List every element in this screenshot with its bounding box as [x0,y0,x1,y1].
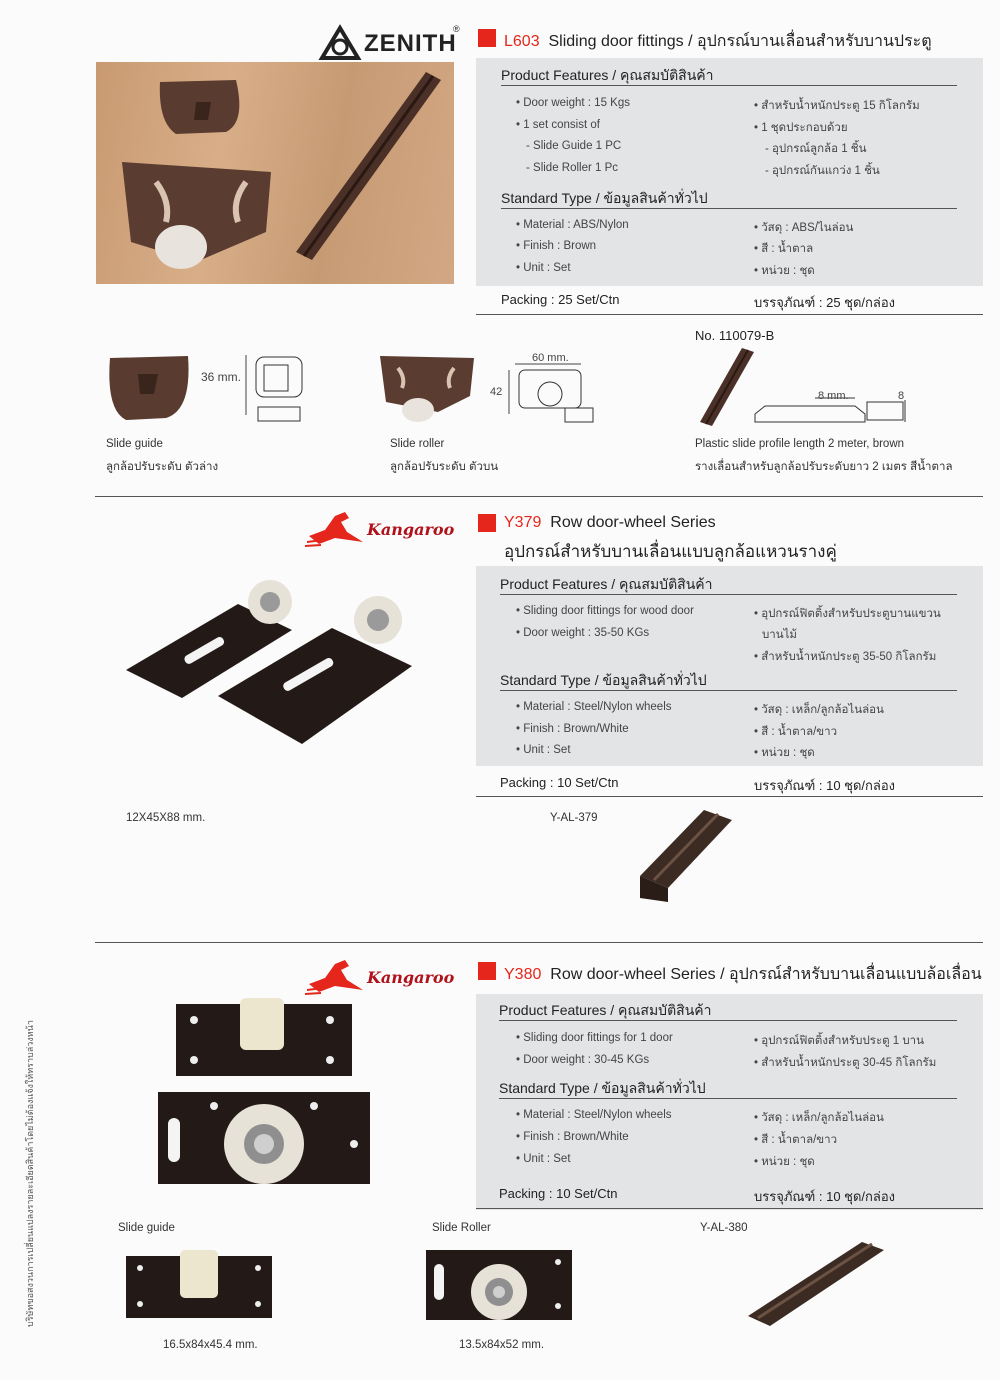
y379-photo [122,574,422,746]
y379-title [504,514,716,532]
l603-title-text: Sliding door fittings / อุปกรณ์บานเลื่อนสำหรับบานประตู [548,33,932,50]
l603-roller-drawing-icon [505,360,595,430]
kangaroo-logo-2 [305,956,455,998]
y380-feat-th-1: • สำหรับน้ำหนักประตู 30-45 กิโลกรัม [754,1057,937,1069]
y379-packing-th: บรรจุภัณฑ์ : 10 ชุด/กล่อง [754,778,896,793]
section-divider-2 [95,942,983,943]
y380-std-th-0: • วัสดุ : เหล็ก/ลูกล้อไนล่อน [754,1112,884,1124]
l603-red-square [478,29,496,47]
y380-feat-en-0: • Sliding door fittings for 1 door [516,1032,673,1044]
l603-roller-caption-en: Slide roller [390,438,445,450]
l603-std-th-2: • หน่วย : ชุด [754,265,815,277]
y380-guide-size: 16.5x84x45.4 mm. [163,1339,258,1351]
y379-packing-rule [476,796,983,797]
l603-feat-th-0: • สำหรับน้ำหนักประตู 15 กิโลกรัม [754,100,920,112]
y380-feat-en-1: • Door weight : 30-45 KGs [516,1054,650,1066]
l603-std-en-0: • Material : ABS/Nylon [516,219,629,231]
l603-feat-en-1: • 1 set consist of [516,119,600,131]
y379-feat-en-0: • Sliding door fittings for wood door [516,605,694,617]
y380-photo [154,994,374,1190]
l603-roller-photo [378,352,476,424]
l603-packing-en: Packing : 25 Set/Ctn [501,292,620,307]
y379-spec-panel [476,566,983,766]
y380-std-th-2: • หน่วย : ชุด [754,1156,815,1168]
l603-std-th-0: • วัสดุ : ABS/ไนล่อน [754,222,854,234]
y380-rail-icon [744,1240,894,1330]
l603-roller-icon [378,352,476,424]
zenith-triangle-icon [320,26,360,62]
l603-packing-th: บรรจุภัณฑ์ : 25 ชุด/กล่อง [754,295,896,310]
y379-size: 12X45X88 mm. [126,812,206,824]
l603-features-title: Product Features / คุณสมบัติสินค้า [501,67,714,83]
y379-feat-th-2: • สำหรับน้ำหนักประตู 35-50 กิโลกรัม [754,651,937,663]
l603-roller-width: 60 mm. [532,352,569,364]
y380-std-en-2: • Unit : Set [516,1153,571,1165]
y379-standard-title: Standard Type / ข้อมูลสินค้าทั่วไป [500,672,707,688]
y379-rail-code: Y-AL-379 [550,812,598,824]
y379-rail-icon [634,806,734,902]
kangaroo-brand-text-2: Kangaroo [367,968,455,987]
l603-code: L603 [504,33,540,50]
y380-title-text: Row door-wheel Series / อุปกรณ์สำหรับบานเลื่อนแบบล้อเลื่อน [550,966,982,983]
y379-standard-line [500,690,957,691]
y380-roller-icon [424,1248,574,1322]
y380-red-square [478,962,496,980]
y379-feat-th-0: • อุปกรณ์ฟิตติ้งสำหรับประตูบานแขวน [754,608,941,620]
y379-plates-icon [122,574,422,746]
l603-profile-rail-icon [698,346,758,426]
y380-features-line [499,1020,957,1021]
y380-features-title: Product Features / คุณสมบัติสินค้า [499,1002,712,1018]
l603-standard-line [501,208,957,209]
y379-title-th: อุปกรณ์สำหรับบานเลื่อนแบบลูกล้อแหวนรางคู่ [504,542,837,561]
y380-spec-panel [476,994,983,1210]
y380-packing-th: บรรจุภัณฑ์ : 10 ชุด/กล่อง [754,1189,896,1204]
l603-standard-title: Standard Type / ข้อมูลสินค้าทั่วไป [501,190,708,206]
y379-std-th-0: • วัสดุ : เหล็ก/ลูกล้อไนล่อน [754,704,884,716]
l603-roller-height: 42 [490,386,503,398]
y379-std-th-2: • หน่วย : ชุด [754,747,815,759]
l603-roller-caption-th: ลูกล้อปรับระดับ ตัวบน [390,461,499,473]
y380-std-en-0: • Material : Steel/Nylon wheels [516,1109,672,1121]
l603-guide-photo [106,350,192,422]
y379-code: Y379 [504,514,542,531]
y379-std-en-1: • Finish : Brown/White [516,723,629,735]
kangaroo-icon [305,508,367,548]
kangaroo-brand-text-1: Kangaroo [367,520,455,539]
l603-packing-rule [476,314,983,315]
l603-feat-th-3: - อุปกรณ์กันแกว่ง 1 ชิ้น [765,165,880,177]
l603-feat-en-3: - Slide Roller 1 Pc [526,162,619,174]
y380-plates-icon [154,994,374,1190]
y380-packing-en: Packing : 10 Set/Ctn [499,1186,618,1201]
y379-std-en-0: • Material : Steel/Nylon wheels [516,701,672,713]
l603-feat-th-1: • 1 ชุดประกอบด้วย [754,122,848,134]
l603-profile-no: No. 110079-B [695,328,775,343]
l603-guide-caption-en: Slide guide [106,438,163,450]
kangaroo-logo-1 [305,508,455,550]
y379-features-title: Product Features / คุณสมบัติสินค้า [500,576,713,592]
zenith-brand-text: ZENITH [364,30,457,57]
y380-title [504,962,982,987]
y379-std-th-1: • สี : น้ำตาล/ขาว [754,726,838,738]
y379-features-line [500,594,957,595]
y380-standard-line [499,1098,957,1099]
l603-guide-dim: 36 mm. [201,370,242,384]
l603-guide-photo-icon [96,62,454,284]
y380-code: Y380 [504,966,542,983]
y379-feat-en-1: • Door weight : 35-50 KGs [516,627,650,639]
zenith-logo: ZENITH ® [320,24,465,64]
l603-std-en-2: • Unit : Set [516,262,571,274]
l603-guide-icon [106,350,192,422]
l603-profile-caption-en: Plastic slide profile length 2 meter, brown [695,438,905,450]
y380-std-th-1: • สี : น้ำตาล/ขาว [754,1134,838,1146]
y380-feat-th-0: • อุปกรณ์ฟิตติ้งสำหรับประตู 1 บาน [754,1035,924,1047]
l603-feat-en-2: - Slide Guide 1 PC [526,140,622,152]
y379-feat-th-1: บานไม้ [762,629,797,641]
l603-guide-drawing-icon [244,355,314,425]
y380-guide-icon [124,1250,274,1320]
l603-profile-dim-a: 8 mm. [818,390,849,402]
section-divider-1 [95,496,983,497]
l603-std-th-1: • สี : น้ำตาล [754,243,814,255]
y379-red-square [478,514,496,532]
l603-title [504,29,932,54]
l603-profile-caption-th: รางเลื่อนสำหรับลูกล้อปรับระดับยาว 2 เมตร สีน้ำตาล [695,461,953,473]
kangaroo-icon-2 [305,956,367,996]
l603-feat-th-2: - อุปกรณ์ลูกล้อ 1 ชิ้น [765,143,867,155]
y379-packing-en: Packing : 10 Set/Ctn [500,775,619,790]
y380-packing-rule [476,1208,983,1209]
y380-rail-code: Y-AL-380 [700,1222,748,1234]
side-disclaimer: บริษัทขอสงวนการเปลี่ยนแปลงรายละเอียดสินค้าโดยไม่ต้องแจ้งให้ทราบล่วงหน้า [25,1020,35,1327]
l603-guide-caption-th: ลูกล้อปรับระดับ ตัวล่าง [106,461,219,473]
y380-roller-label: Slide Roller [432,1222,491,1234]
l603-profile-dim-b: 8 [898,390,905,402]
l603-photo [96,62,454,284]
y379-std-en-2: • Unit : Set [516,744,571,756]
l603-std-en-1: • Finish : Brown [516,240,597,252]
y380-roller-size: 13.5x84x52 mm. [459,1339,545,1351]
y379-title-text: Row door-wheel Series [550,514,716,531]
y380-standard-title: Standard Type / ข้อมูลสินค้าทั่วไป [499,1080,706,1096]
l603-features-line [501,85,957,86]
l603-feat-en-0: • Door weight : 15 Kgs [516,97,630,109]
y380-guide-label: Slide guide [118,1222,175,1234]
y380-std-en-1: • Finish : Brown/White [516,1131,629,1143]
